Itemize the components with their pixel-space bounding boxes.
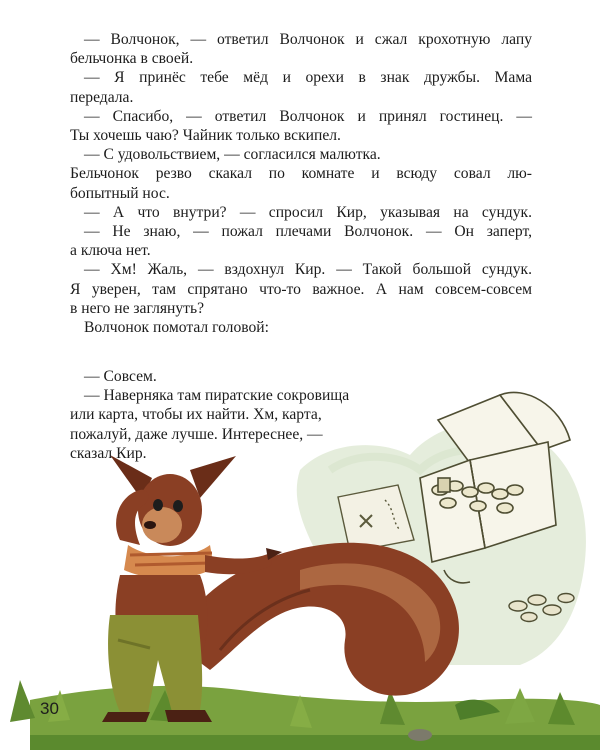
text-line: бельчонка в своей. (70, 50, 194, 68)
text-line: — Наверняка там пиратские сокровища (84, 387, 350, 405)
text-line: или карта, чтобы их найти. Хм, карта, (70, 406, 322, 424)
text-line: — Не знаю, — пожал плечами Волчонок. — Он заперт, (84, 223, 532, 241)
text-line: сказал Кир. (70, 444, 147, 462)
text-line: — Совсем. (84, 368, 157, 385)
grass (10, 680, 600, 750)
text-line: в него не заглянуть? (70, 299, 205, 317)
text-line: Бельчонок резво скакал по комнате и всюду совал лю- (70, 165, 532, 183)
text-line: — Волчонок, — ответил Волчонок и сжал крохотную лапу (84, 31, 532, 48)
page-text (70, 30, 532, 337)
text-line: а ключа нет. (70, 242, 151, 260)
text-line: бопытный нос. (70, 184, 170, 202)
text-line: пожалуй, даже лучше. Интереснее, — (70, 425, 323, 443)
pebble (408, 729, 432, 741)
text-line: Волчонок помотал головой: (84, 319, 269, 337)
text-line: — С удовольствием, — согласился малютка. (84, 146, 381, 164)
text-line: — Я принёс тебе мёд и орехи в знак дружбы. Мама (84, 69, 532, 87)
text-line: передала. (70, 88, 134, 106)
page-number: 30 (40, 699, 59, 718)
page-text-wrapped (70, 367, 370, 463)
text-line: Ты хочешь чаю? Чайник только вскипел. (70, 127, 341, 145)
text-line: — Хм! Жаль, — вздохнул Кир. — Такой большой сундук. (84, 261, 532, 279)
text-line: — А что внутри? — спросил Кир, указывая на сундук. (84, 203, 532, 221)
text-line: — Спасибо, — ответил Волчонок и принял гостинец. — (84, 107, 532, 125)
text-line: Я уверен, там спрятано что-то важное. А нам совсем-совсем (70, 280, 532, 298)
